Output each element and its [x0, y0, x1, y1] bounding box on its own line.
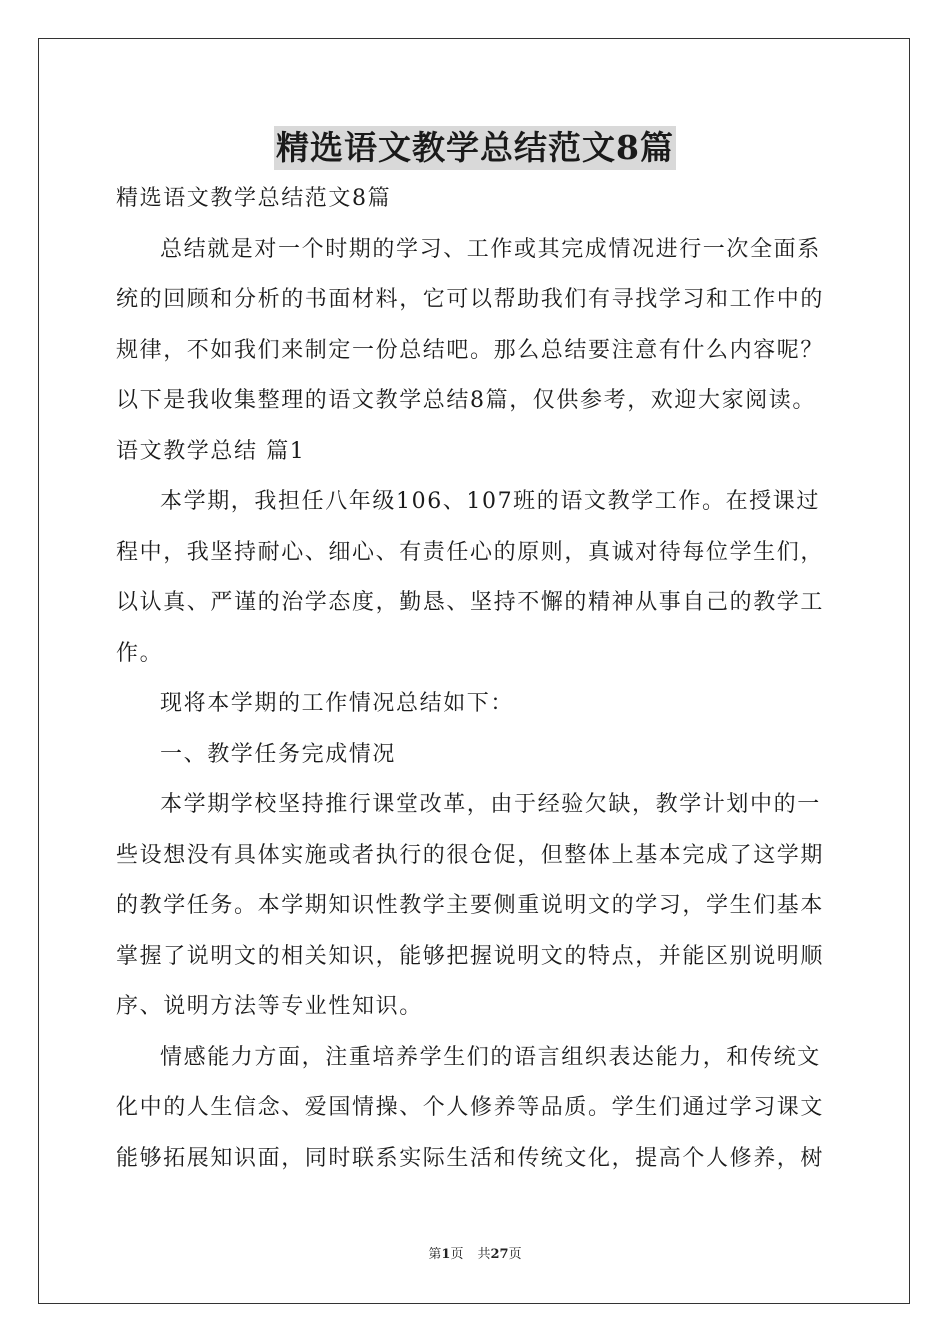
document-body	[116, 174, 836, 1184]
paragraph: 总结就是对一个时期的学习、工作或其完成情况进行一次全面系统的回顾和分析的书面材料，它可以帮助我们有寻找学习和工作中的规律，不如我们来制定一份总结吧。那么总结要注意有什么内容呢？以下是我收集整理的语文教学总结8篇，仅供参考，欢迎大家阅读。	[116, 236, 825, 413]
paragraph: 本学期，我担任八年级106、107班的语文教学工作。在授课过程中，我坚持耐心、细心、有责任心的原则，真诚对待每位学生们，以认真、严谨的治学态度，勤恳、坚持不懈的精神从事自己的教学工作。	[116, 489, 825, 666]
title-container	[0, 126, 950, 170]
total-pages-suffix: 页	[508, 1247, 522, 1262]
document-title: 精选语文教学总结范文8篇	[274, 126, 676, 170]
paragraph: 现将本学期的工作情况总结如下：	[160, 691, 515, 716]
paragraph: 情感能力方面，注重培养学生们的语言组织表达能力，和传统文化中的人生信念、爱国情操、个人修养等品质。学生们通过学习课文能够拓展知识面，同时联系实际生活和传统文化，提高个人修养，树	[116, 1044, 825, 1171]
current-page-number: 1	[441, 1247, 451, 1262]
paragraph: 本学期学校坚持推行课堂改革，由于经验欠缺，教学计划中的一些设想没有具体实施或者执行的很仓促，但整体上基本完成了这学期的教学任务。本学期知识性教学主要侧重说明文的学习，学生们基本掌握了说明文的相关知识，能够把握说明文的特点，并能区别说明顺序、说明方法等专业性知识。	[116, 792, 825, 1019]
page-number-prefix: 第	[428, 1247, 442, 1262]
page-footer	[0, 1246, 950, 1264]
page-number-suffix: 页	[450, 1247, 464, 1262]
total-pages-number: 27	[490, 1247, 509, 1262]
subsection-heading: 一、教学任务完成情况	[160, 741, 397, 767]
paragraph: 精选语文教学总结范文8篇	[116, 186, 392, 211]
section-heading: 语文教学总结 篇1	[116, 438, 306, 464]
total-pages-prefix: 共	[477, 1247, 491, 1262]
